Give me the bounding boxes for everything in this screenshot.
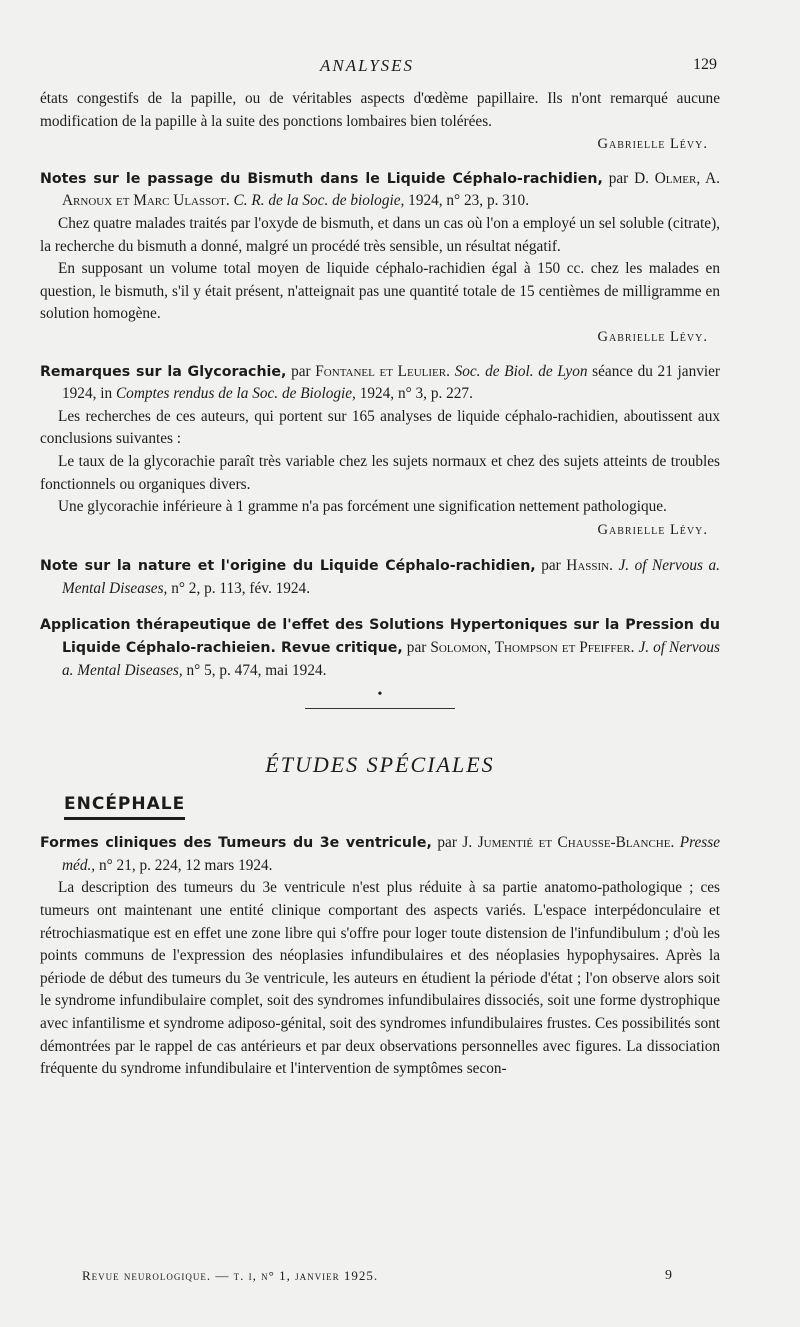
page-body [40,88,720,1081]
notice-glycorachie-para-1: Les recherches de ces auteurs, qui portent sur 165 analyses de liquide céphalo-rachidien, aboutissent aux conclusions suivantes : [40,407,720,448]
page-footer: Revue neurologique. — t. i, n° 1, janvier 1925. [82,1268,379,1283]
notice-bismuth-heading: Notes sur le passage du Bismuth dans le Liquide Céphalo-rachidien, par D. Olmer, A. Arnoux et Marc Ulassot. C. R. de la Soc. de biologie, 1924, n° 23, p. 310. [40,169,721,210]
page-number: 129 [693,56,717,73]
notice-nature-heading: Note sur la nature et l'origine du Liquide Céphalo-rachidien, par Hassin. J. of Nervous a. Mental Diseases, n° 2, p. 113, fév. 1924. [40,557,720,597]
notice-bismuth-source: C. R. de la Soc. de biologie, [229,192,405,210]
notice-application-source: J. of Nervous a. Mental Diseases, [62,639,720,679]
notice-application-authors: Solomon, Thompson et Pfeiffer. [430,639,635,657]
section-dot: • [377,687,383,703]
notice-glycorachie-source-2: Comptes rendus de la Soc. de Biologie, [115,385,356,403]
notice-glycorachie-para-3: Une glycorachie inférieure à 1 gramme n'a pas forcément une signification nettement pathologique. [58,498,667,516]
notice-bismuth-authors: D. Olmer, A. Arnoux et Marc Ulassot. [62,169,721,210]
notice-bismuth-para-1: Chez quatre malades traités par l'oxyde de bismuth, et dans un cas où l'on a employé un sel soluble (citrate), la recherche du bismuth a donné, malgré un procédé très sensible, un résultat négatif. [40,214,720,255]
notice-application-title: Application thérapeutique de l'effet des Solutions Hypertoniques sur la Pression du Liquide Céphalo-rachieien. Revue critique, [40,617,720,657]
intro-paragraph: états congestifs de la papille, ou de véritables aspects d'œdème papillaire. Ils n'ont remarqué aucune modification de la papille à la suite des ponctions lombaires bien tolérées. [40,90,720,130]
notice-nature-ref: n° 2, p. 113, fév. 1924. [167,579,311,597]
page-header [0,56,800,80]
notice-glycorachie-source: Soc. de Biol. de Lyon [449,362,588,380]
signature-mark: 9 [665,1268,672,1283]
notice-glycorachie-authors: Fontanel et Leulier. [315,362,450,380]
subsection-title: ENCÉPHALE [64,793,185,820]
notice-application-ref: n° 5, p. 474, mai 1924. [182,661,327,679]
notice-bismuth-title: Notes sur le passage du Bismuth dans le Liquide Céphalo-rachidien, [40,170,603,187]
notice-tumeurs-authors: J. Jumentié et Chausse-Blanche. [462,834,675,852]
notice-tumeurs-heading: Formes cliniques des Tumeurs du 3e ventricule, par J. Jumentié et Chausse-Blanche. Presse méd., n° 21, p. 224, 12 mars 1924. [40,834,720,874]
notice-glycorachie-para-2: Le taux de la glycorachie paraît très variable chez les sujets normaux et chez des sujets atteints de troubles fonctionnels ou organiques divers. [40,452,720,493]
notice-glycorachie-ref: 1924, n° 3, p. 227. [355,385,473,403]
intro-signature: Gabrielle Lévy. [597,136,708,153]
notice-tumeurs-source: Presse méd., [62,834,720,874]
notice-nature-title: Note sur la nature et l'origine du Liquide Céphalo-rachidien, [40,558,536,575]
notice-tumeurs-para-1: La description des tumeurs du 3e ventricule n'est plus réduite à sa partie anatomo-pathologique ; ces tumeurs ont maintenant une entité clinique comportant des aspects variés. L'espace interpédonculaire et rétrochiasmatique est en effet une zone libre qui s'offre pour loger toute distension de l'infundibulum ; d'où les points communs de l'expression des néoplasies infundibulaires et des néoplasies hypophysaires. Après la période de début des tumeurs du 3e ventricule, les auteurs en étudient la période d'état ; l'on observe alors soit le syndrome infundibulaire complet, soit des syndromes infundibulaires dissociés, soit une forme dystrophique avec infantilisme et syndrome adiposo-génital, soit des syndromes infundibulaires frustes. Ces possibilités sont démontrées par le rappel de cas antérieurs et par deux observations personnelles avec figures. La dissociation fréquente du syndrome infundibulaire et l'intervention de symptômes secon- [40,879,720,1078]
notice-nature-source: J. of Nervous a. Mental Diseases, [62,557,720,597]
notice-bismuth-signature: Gabrielle Lévy. [597,328,708,345]
notice-bismuth-para-2: En supposant un volume total moyen de liquide céphalo-rachidien égal à 150 cc. chez les malades en question, le bismuth, s'il y était présent, n'atteignait pas une quantité totale de 15 centièmes de milligramme en solution homogène. [40,260,720,323]
notice-nature-authors: Hassin. [566,557,613,575]
section-title: ÉTUDES SPÉCIALES [265,752,495,778]
notice-glycorachie-heading: Remarques sur la Glycorachie, par Fontanel et Leulier. Soc. de Biol. de Lyon séance du 21 janvier 1924, in Comptes rendus de la Soc. de Biologie, 1924, n° 3, p. 227. [40,362,720,403]
running-head: ANALYSES [320,56,415,75]
notice-tumeurs-ref: n° 21, p. 224, 12 mars 1924. [95,856,273,874]
notice-tumeurs-title: Formes cliniques des Tumeurs du 3e ventricule, [40,835,432,852]
section-divider [305,708,455,709]
notice-glycorachie-title: Remarques sur la Glycorachie, [40,363,287,380]
notice-bismuth-ref: 1924, n° 23, p. 310. [404,192,530,210]
notice-glycorachie-signature: Gabrielle Lévy. [597,521,708,538]
notice-application-heading: Application thérapeutique de l'effet des Solutions Hypertoniques sur la Pression du Liquide Céphalo-rachieien. Revue critique, par Solomon, Thompson et Pfeiffer. J. of Nervous a. Mental Diseases, n° 5, p. 474, mai 1924. [40,617,720,679]
